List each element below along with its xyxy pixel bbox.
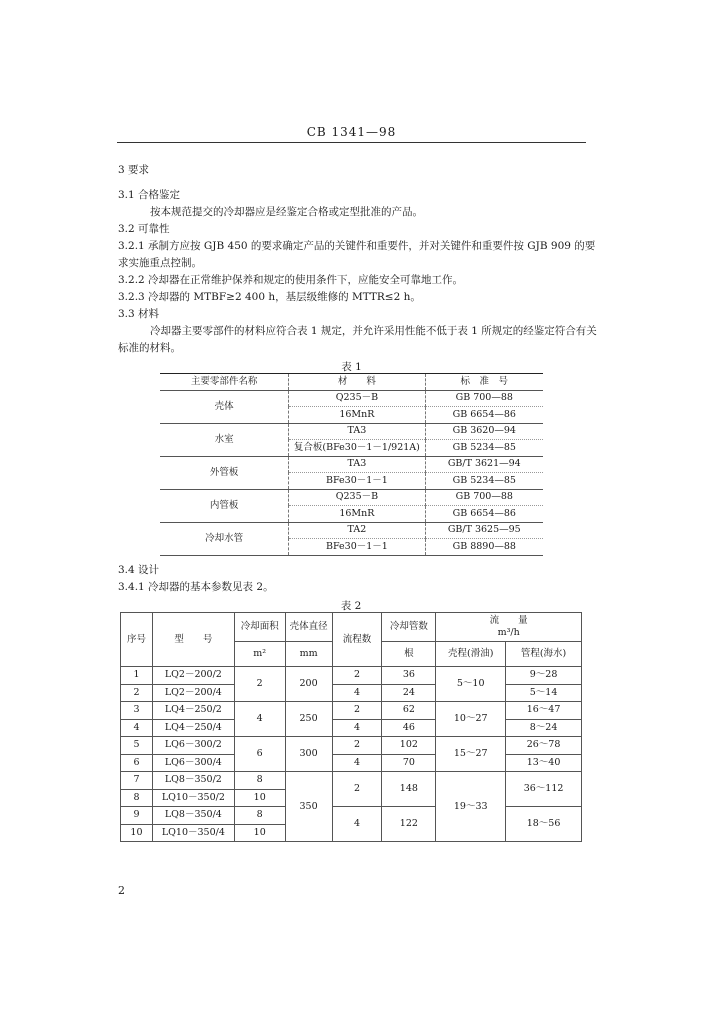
table1-caption: 表 1 (341, 361, 362, 373)
table-row (160, 423, 543, 440)
table-header-row (121, 613, 582, 642)
section-3-4-1: 3.4.1 冷却器的基本参数见表 2。 (118, 581, 274, 593)
table-row (121, 807, 582, 825)
header-model: 型 号 (152, 613, 234, 667)
section-3-1-title: 3.1 合格鉴定 (118, 189, 181, 201)
part-name-cell: 壳体 (160, 390, 289, 423)
passes-cell: 4 (332, 807, 382, 842)
table-row (160, 522, 543, 539)
row-model: LQ6－300/4 (152, 754, 234, 772)
tubes-cell: 36 (382, 667, 436, 685)
tube-flow-cell: 16～47 (506, 702, 582, 720)
document-code-header: CB 1341—98 (306, 125, 397, 139)
row-model: LQ8－350/2 (152, 772, 234, 790)
tube-flow-cell: 5～14 (506, 684, 582, 702)
row-no: 5 (121, 737, 153, 755)
shell-flow-cell: 10～27 (436, 702, 506, 737)
header-flow-title: 流 量 (489, 615, 528, 626)
diameter-cell: 350 (285, 772, 332, 842)
area-cell: 2 (234, 667, 285, 702)
section-3-2-3: 3.2.3 冷却器的 MTBF≥2 400 h，基层级维修的 MTTR≤2 h。 (118, 291, 421, 303)
row-model: LQ10－350/4 (152, 824, 234, 842)
tubes-cell: 70 (382, 754, 436, 772)
section-3-2-2: 3.2.2 冷却器在正常维护保养和规定的使用条件下，应能安全可靠地工作。 (118, 274, 464, 286)
header-tubes: 冷却管数 (382, 613, 436, 642)
material-cell: Q235－B (289, 390, 425, 407)
diameter-cell: 200 (285, 667, 332, 702)
section-3-3-line1: 冷却器主要零部件的材料应符合表 1 规定，并允许采用性能不低于表 1 所规定的经鉴定符合有关 (150, 325, 597, 337)
header-no: 序号 (121, 613, 153, 667)
table-row (160, 489, 543, 506)
standard-cell: GB 700—88 (425, 390, 543, 407)
material-cell: TA2 (289, 522, 425, 539)
table-row (160, 456, 543, 473)
row-model: LQ2－200/4 (152, 684, 234, 702)
shell-flow-cell: 19～33 (436, 772, 506, 842)
material-cell: BFe30－1－1 (289, 539, 425, 556)
material-cell: TA3 (289, 456, 425, 473)
standard-cell: GB 5234—85 (425, 440, 543, 457)
tube-flow-cell: 9～28 (506, 667, 582, 685)
table2-caption: 表 2 (340, 600, 362, 612)
material-cell: Q235－B (289, 489, 425, 506)
section-3-2-title: 3.2 可靠性 (118, 223, 170, 235)
header-flow (436, 613, 582, 642)
standard-cell: GB 6654—86 (425, 506, 543, 523)
cooler-parameters-table (120, 612, 582, 842)
row-no: 6 (121, 754, 153, 772)
standard-cell: GB/T 3621—94 (425, 456, 543, 473)
part-name-cell: 内管板 (160, 489, 289, 522)
diameter-cell: 300 (285, 737, 332, 772)
header-passes: 流程数 (332, 613, 382, 667)
passes-cell: 2 (332, 772, 382, 807)
standard-cell: GB/T 3625—95 (425, 522, 543, 539)
table-row (121, 772, 582, 790)
part-name-cell: 水室 (160, 423, 289, 456)
row-no: 1 (121, 667, 153, 685)
table-row (121, 737, 582, 755)
unit-area: m² (234, 642, 285, 667)
section-3-title: 3 要求 (118, 164, 150, 176)
unit-tubes: 根 (382, 642, 436, 667)
tubes-cell: 62 (382, 702, 436, 720)
row-model: LQ4－250/4 (152, 719, 234, 737)
passes-cell: 4 (332, 754, 382, 772)
row-no: 3 (121, 702, 153, 720)
tube-flow-cell: 36～112 (506, 772, 582, 807)
materials-table (160, 373, 543, 556)
tubes-cell: 122 (382, 807, 436, 842)
passes-cell: 2 (332, 702, 382, 720)
area-cell: 8 (234, 807, 285, 825)
row-model: LQ8－350/4 (152, 807, 234, 825)
passes-cell: 4 (332, 684, 382, 702)
row-no: 2 (121, 684, 153, 702)
material-cell: 16MnR (289, 506, 425, 523)
row-no: 7 (121, 772, 153, 790)
tubes-cell: 46 (382, 719, 436, 737)
table-header-row (160, 374, 543, 391)
table-header-cell: 标 准 号 (425, 374, 543, 391)
area-cell: 10 (234, 789, 285, 807)
table-row (121, 702, 582, 720)
area-cell: 10 (234, 824, 285, 842)
header-flow-unit: m³/h (497, 627, 520, 638)
passes-cell: 4 (332, 719, 382, 737)
material-cell: 16MnR (289, 407, 425, 424)
material-cell: BFe30－1－1 (289, 473, 425, 490)
table-row (121, 667, 582, 685)
tubes-cell: 102 (382, 737, 436, 755)
row-model: LQ4－250/2 (152, 702, 234, 720)
tubes-cell: 148 (382, 772, 436, 807)
shell-flow-cell: 5～10 (436, 667, 506, 702)
area-cell: 6 (234, 737, 285, 772)
unit-diameter: mm (285, 642, 332, 667)
header-tube-flow: 管程(海水) (506, 642, 582, 667)
shell-flow-cell: 15～27 (436, 737, 506, 772)
row-no: 4 (121, 719, 153, 737)
tube-flow-cell: 13～40 (506, 754, 582, 772)
row-no: 8 (121, 789, 153, 807)
section-3-1-text: 按本规范提交的冷却器应是经鉴定合格或定型批准的产品。 (150, 206, 423, 218)
tubes-cell: 24 (382, 684, 436, 702)
table-header-cell: 主要零部件名称 (160, 374, 289, 391)
header-shell-flow: 壳程(滑油) (436, 642, 506, 667)
section-3-4-title: 3.4 设计 (118, 564, 160, 576)
page-number: 2 (118, 884, 125, 897)
section-3-2-1-line2: 求实施重点控制。 (118, 257, 202, 269)
table-header-cell: 材 料 (289, 374, 425, 391)
standard-cell: GB 5234—85 (425, 473, 543, 490)
tube-flow-cell: 8～24 (506, 719, 582, 737)
area-cell: 4 (234, 702, 285, 737)
row-model: LQ2－200/2 (152, 667, 234, 685)
row-no: 10 (121, 824, 153, 842)
row-no: 9 (121, 807, 153, 825)
standard-cell: GB 8890—88 (425, 539, 543, 556)
row-model: LQ10－350/2 (152, 789, 234, 807)
header-area: 冷却面积 (234, 613, 285, 642)
tube-flow-cell: 18～56 (506, 807, 582, 842)
table-row (121, 754, 582, 772)
row-model: LQ6－300/2 (152, 737, 234, 755)
area-cell: 8 (234, 772, 285, 790)
table-row (160, 390, 543, 407)
material-cell: TA3 (289, 423, 425, 440)
diameter-cell: 250 (285, 702, 332, 737)
standard-cell: GB 3620—94 (425, 423, 543, 440)
material-cell: 复合板(BFe30－1－1/921A) (289, 440, 425, 457)
tube-flow-cell: 26～78 (506, 737, 582, 755)
header-diameter: 壳体直径 (285, 613, 332, 642)
passes-cell: 2 (332, 737, 382, 755)
table-row (121, 719, 582, 737)
part-name-cell: 冷却水管 (160, 522, 289, 555)
section-3-2-1-line1: 3.2.1 承制方应按 GJB 450 的要求确定产品的关键件和重要件，并对关键件和重要件按 GJB 909 的要 (118, 240, 596, 252)
header-rule (117, 142, 586, 143)
standard-cell: GB 6654—86 (425, 407, 543, 424)
passes-cell: 2 (332, 667, 382, 685)
table-row (121, 684, 582, 702)
section-3-3-title: 3.3 材料 (118, 308, 160, 320)
standard-cell: GB 700—88 (425, 489, 543, 506)
part-name-cell: 外管板 (160, 456, 289, 489)
section-3-3-line2: 标准的材料。 (118, 342, 181, 354)
